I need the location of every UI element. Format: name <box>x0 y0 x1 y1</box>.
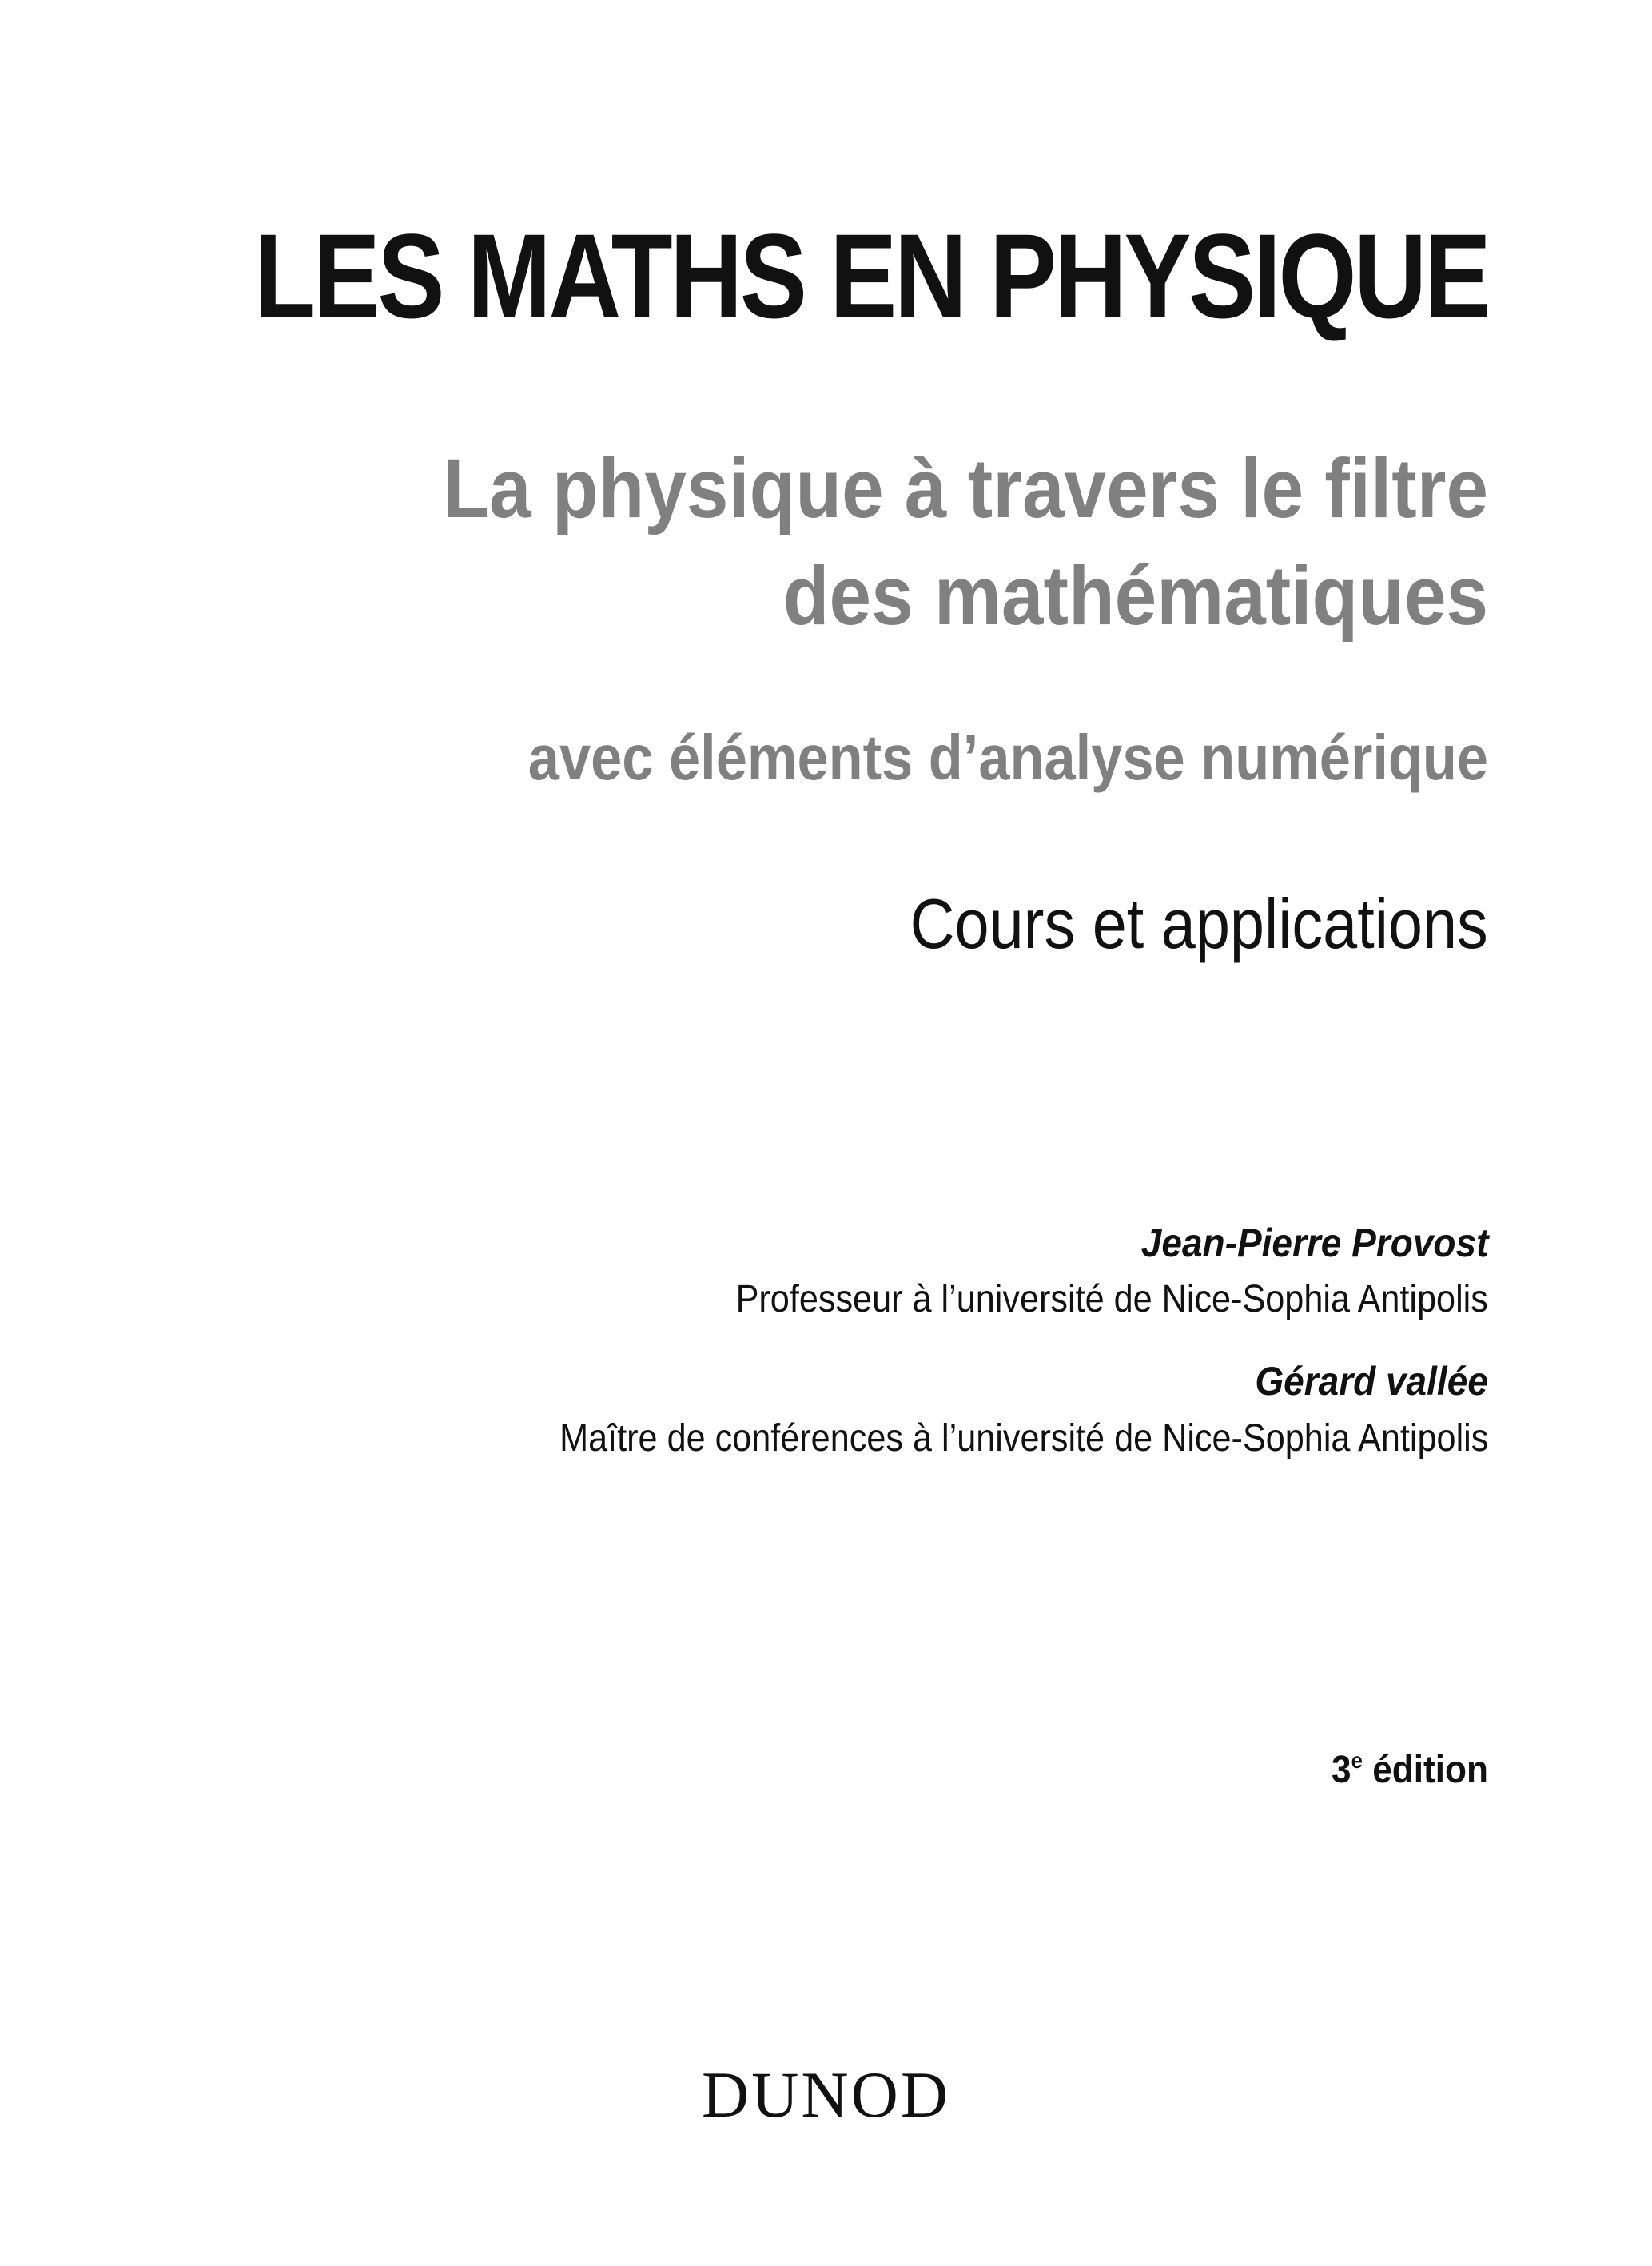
edition-suffix: e <box>1351 1748 1363 1773</box>
book-subtitle-line-1: La physique à travers le filtre <box>443 442 1488 536</box>
author-affiliation: Maître de conférences à l’université de Nice-Sophia Antipolis <box>559 1417 1488 1460</box>
publisher-logo: DUNOD <box>701 2058 951 2131</box>
author-name: Gérard vallée <box>1255 1359 1488 1404</box>
edition-label <box>1332 1748 1488 1791</box>
edition-number: 3 <box>1332 1749 1351 1791</box>
book-subtitle <box>443 436 1488 650</box>
author-affiliation: Professeur à l’université de Nice-Sophia Antipolis <box>735 1278 1488 1320</box>
author-name: Jean-Pierre Provost <box>1140 1221 1488 1265</box>
book-title: LES MATHS EN PHYSIQUE <box>253 209 1488 343</box>
book-secondary-subtitle: avec éléments d’analyse numérique <box>527 722 1488 793</box>
book-subtitle-line-2: des mathématiques <box>782 549 1488 643</box>
book-series-label: Cours et applications <box>910 884 1488 963</box>
edition-text: édition <box>1362 1749 1488 1791</box>
